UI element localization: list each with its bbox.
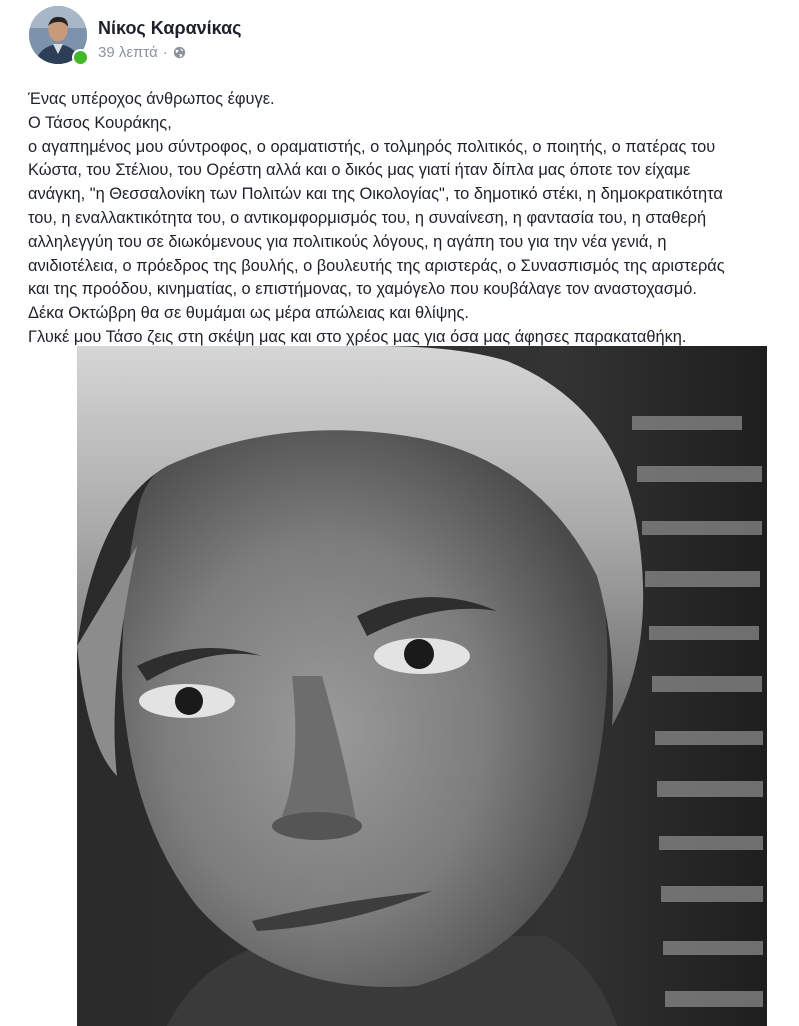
post-timestamp[interactable]: 39 λεπτά xyxy=(98,44,158,61)
post-header xyxy=(26,6,786,70)
post-meta xyxy=(98,44,186,61)
post-text-line: ανιδιοτέλεια, ο πρόεδρος της βουλής, ο βουλευτής της αριστεράς, ο Συνασπισμός της αριστεράς xyxy=(28,256,725,275)
meta-separator: · xyxy=(162,44,168,61)
post-text-line: ανάγκη, "η Θεσσαλονίκη των Πολιτών και της Οικολογίας", το δημοτικό στέκι, η δημοκρατικότητα xyxy=(28,185,723,204)
post-text-line: αλληλεγγύη του σε διωκόμενους για πολιτικούς λόγους, η αγάπη του για την νέα γενιά, η xyxy=(28,232,667,251)
post-text-line: Γλυκέ μου Τάσο ζεις στη σκέψη μας και στο χρέος μας για όσα μας άφησες παρακαταθήκη. xyxy=(28,327,687,346)
post-text-line: ο αγαπημένος μου σύντροφος, ο οραματιστής, ο τολμηρός πολιτικός, ο ποιητής, ο πατέρας του xyxy=(28,137,716,156)
globe-icon[interactable] xyxy=(173,46,186,59)
post-text-line: Δέκα Οκτώβρη θα σε θυμάμαι ως μέρα απώλειας και θλίψης. xyxy=(28,304,469,323)
post-text-line: Ένας υπέροχος άνθρωπος έφυγε. xyxy=(28,90,275,108)
post-text-line: του, η εναλλακτικότητα του, ο αντικομφορμισμός του, η συναίνεση, η φαντασία του, η σταθερή xyxy=(28,208,707,227)
portrait-photo-icon xyxy=(77,346,767,1026)
post-text-line: και της προόδου, κινηματίας, ο επιστήμονας, το χαμόγελο που κουβάλαγε τον αναστοχασμό. xyxy=(28,280,697,299)
post-text-line: Ο Τάσος Κουράκης, xyxy=(28,113,172,132)
post-text-line: Κώστα, του Στέλιου, του Ορέστη αλλά και ο δικός μας γιατί ήταν δίπλα μας όποτε τον είχαμε xyxy=(28,161,691,180)
online-status-indicator xyxy=(72,49,89,66)
post-photo[interactable] xyxy=(77,346,767,1026)
post-text xyxy=(28,88,788,350)
avatar[interactable] xyxy=(29,6,87,64)
author-name-link[interactable]: Νίκος Καρανίκας xyxy=(98,18,242,38)
